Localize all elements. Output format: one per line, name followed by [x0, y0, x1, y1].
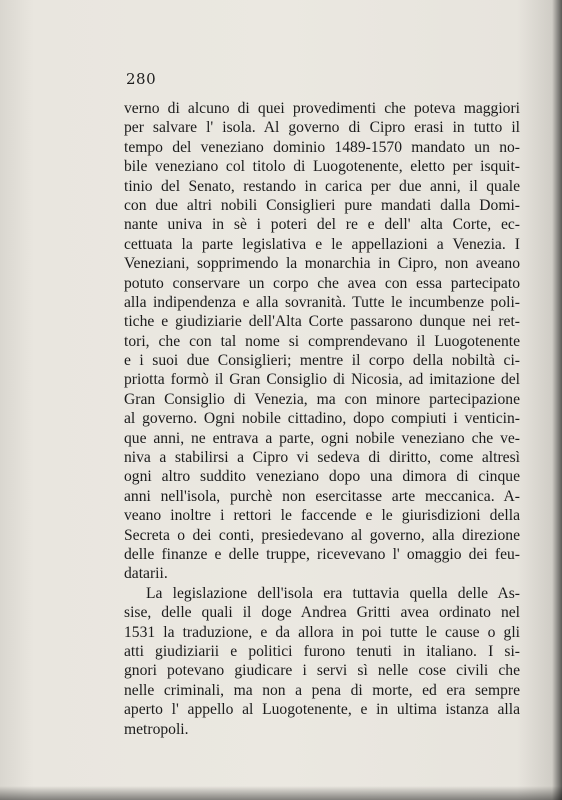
page-shadow-bottom: [0, 786, 562, 800]
text-line: nante univa in sè i poteri del re e dell' alta Corte, ec-: [124, 216, 520, 234]
paragraph-1: [124, 99, 520, 584]
text-line: Secreta o dei conti, presiedevano al governo, alla direzione: [124, 526, 520, 544]
text-line: metropoli.: [124, 720, 189, 738]
text-line: con due altri nobili Consiglieri pure mandati dalla Domi-: [124, 196, 520, 214]
page-shadow-right: [552, 0, 562, 800]
text-line: verno di alcuno di quei provedimenti che poteva maggiori: [124, 100, 520, 117]
text-line: al governo. Ogni nobile cittadino, dopo compiuti i venticin-: [124, 410, 520, 428]
text-line: tiche e giudiziarie dell'Alta Corte passarono dunque nei ret-: [124, 313, 520, 331]
text-line: e i suoi due Consiglieri; mentre il corpo della nobiltà ci-: [124, 352, 520, 370]
text-line: Gran Consiglio di Venezia, ma con minore partecipazione: [124, 390, 520, 408]
paragraph-2: [124, 584, 520, 739]
text-line: per salvare l' isola. Al governo di Cipro erasi in tutto il: [124, 119, 520, 137]
text-line: tori, che con tal nome si comprendevano il Luogotenente: [124, 332, 520, 350]
text-line: nelle criminali, ma non a pena di morte, ed era sempre: [124, 681, 520, 699]
text-line: bile veneziano col titolo di Luogotenente, eletto per isquit-: [124, 158, 520, 176]
text-line: niva a stabilirsi a Cipro vi sedeva di diritto, come altresì: [124, 449, 520, 467]
text-line: delle finanze e delle truppe, ricevevano l' omaggio dei feu-: [124, 545, 520, 563]
text-line: atti giudiziarii e politici furono tenuti in italiano. I si-: [124, 642, 520, 660]
text-line: 1531 la traduzione, e da allora in poi tutte le cause o gli: [124, 623, 520, 641]
text-line: potuto conservare un corpo che avea con essa partecipato: [124, 274, 520, 292]
page-number: 280: [126, 70, 157, 88]
text-line: cettuata la parte legislativa e le appellazioni a Venezia. I: [124, 235, 520, 253]
text-line: aperto l' appello al Luogotenente, e in ultima istanza alla: [124, 701, 520, 719]
body-text: [124, 99, 520, 739]
text-line: datarii.: [124, 565, 168, 583]
text-line: anni nell'isola, purchè non esercitasse arte meccanica. A-: [124, 487, 520, 505]
text-line: Veneziani, sopprimendo la monarchia in Cipro, non aveano: [124, 255, 520, 273]
text-line: veano inoltre i rettori le faccende e le giurisdizioni della: [124, 507, 520, 525]
text-line: alla indipendenza e alla sovranità. Tutte le incumbenze poli-: [124, 293, 520, 311]
text-line: priotta formò il Gran Consiglio di Nicosia, ad imitazione del: [124, 371, 520, 389]
text-line: ogni altro suddito veneziano dopo una dimora di cinque: [124, 468, 520, 486]
text-line: tinio del Senato, restando in carica per due anni, il quale: [124, 177, 520, 195]
text-line: La legislazione dell'isola era tuttavia quella delle As-: [146, 584, 520, 602]
text-line: gnori potevano giudicare i servi sì nelle cose civili che: [124, 662, 520, 680]
text-line: que anni, ne entrava a parte, ogni nobile veneziano che ve-: [124, 429, 520, 447]
text-line: sise, delle quali il doge Andrea Gritti avea ordinato nel: [124, 604, 520, 622]
text-line: tempo del veneziano dominio 1489-1570 mandato un no-: [124, 138, 520, 156]
